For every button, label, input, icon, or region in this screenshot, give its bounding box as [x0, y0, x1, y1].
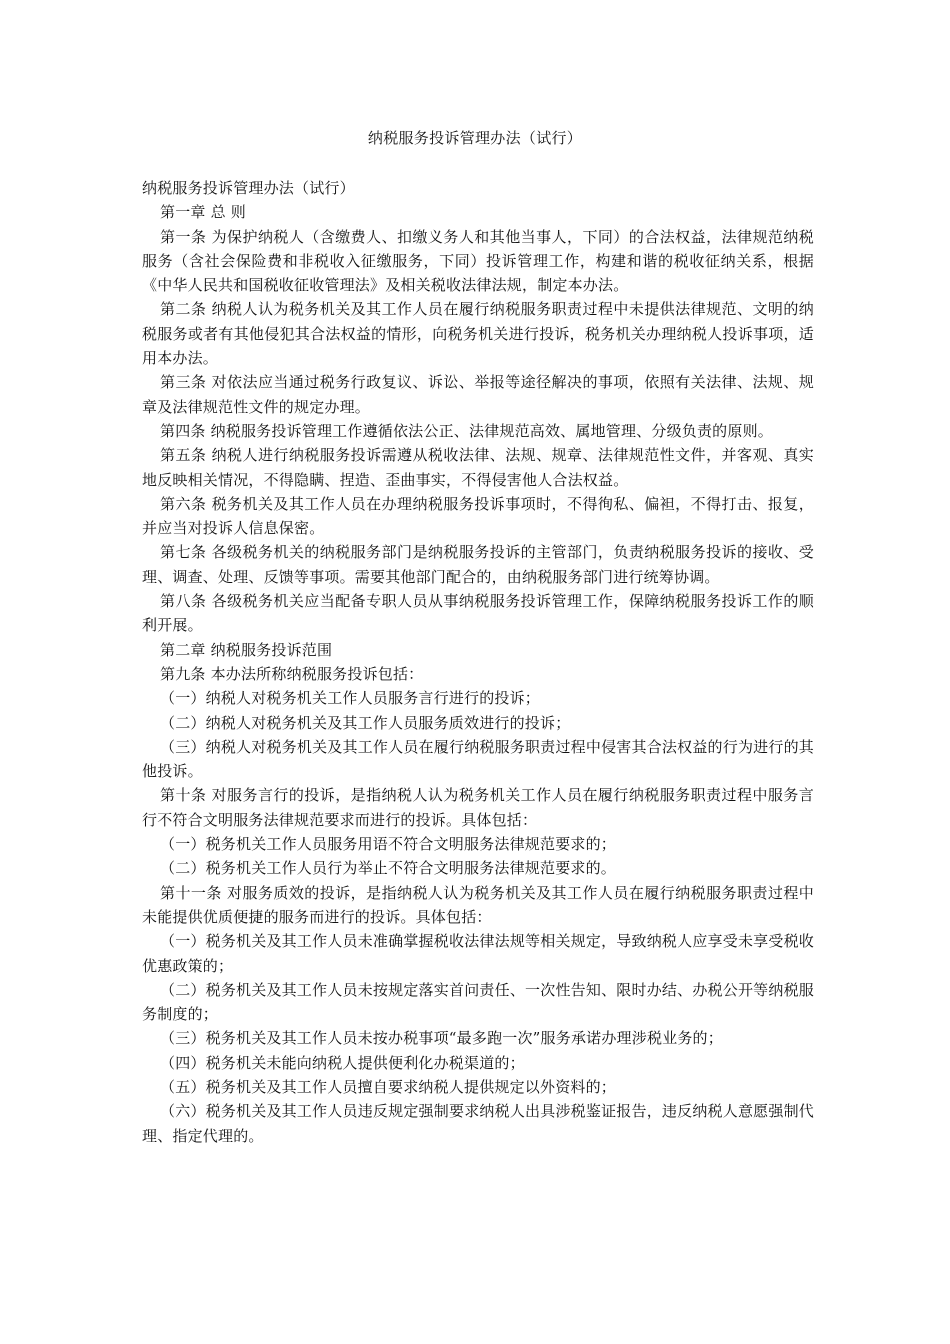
- list-item: （三）税务机关及其工作人员未按办税事项“最多跑一次”服务承诺办理涉税业务的；: [160, 1029, 723, 1048]
- list-item: （三）纳税人对税务机关及其工作人员在履行纳税服务职责过程中侵害其合法权益的行为进行的其他投诉。: [142, 737, 814, 781]
- list-item: （二）纳税人对税务机关及其工作人员服务质效进行的投诉；: [160, 713, 571, 732]
- article-paragraph: 第六条 税务机关及其工作人员在办理纳税服务投诉事项时，不得徇私、偏袒，不得打击、报复，并应当对投诉人信息保密。: [142, 494, 814, 538]
- chapter-heading: 第二章 纳税服务投诉范围: [160, 640, 333, 659]
- list-item: （四）税务机关未能向纳税人提供便利化办税渠道的；: [160, 1053, 525, 1072]
- article-paragraph: 第四条 纳税服务投诉管理工作遵循依法公正、法律规范高效、属地管理、分级负责的原则。: [160, 421, 773, 440]
- article-paragraph: 第五条 纳税人进行纳税服务投诉需遵从税收法律、法规、规章、法律规范性文件，并客观、真实地反映相关情况，不得隐瞒、捏造、歪曲事实，不得侵害他人合法权益。: [142, 446, 814, 489]
- list-item: （二）税务机关及其工作人员未按规定落实首问责任、一次性告知、限时办结、办税公开等纳税服务制度的；: [142, 980, 814, 1024]
- document-body: [142, 176, 814, 1148]
- list-item: （一）税务机关及其工作人员未准确掌握税收法律法规等相关规定，导致纳税人应享受未享受税收优惠政策的；: [142, 932, 814, 975]
- article-paragraph: 第三条 对依法应当通过税务行政复议、诉讼、举报等途径解决的事项，依照有关法律、法规、规章及法律规范性文件的规定办理。: [142, 373, 814, 416]
- list-item: （一）税务机关工作人员服务用语不符合文明服务法律规范要求的；: [160, 835, 617, 854]
- article-paragraph: 第九条 本办法所称纳税服务投诉包括：: [160, 664, 424, 683]
- article-paragraph: 第十一条 对服务质效的投诉，是指纳税人认为税务机关及其工作人员在履行纳税服务职责过程中未能提供优质便捷的服务而进行的投诉。具体包括：: [142, 883, 814, 926]
- document-title: 纳税服务投诉管理办法（试行）: [367, 129, 583, 147]
- body-heading: 纳税服务投诉管理办法（试行）: [142, 179, 355, 197]
- list-item: （六）税务机关及其工作人员违反规定强制要求纳税人出具涉税鉴证报告，违反纳税人意愿强制代理、指定代理的。: [142, 1102, 814, 1145]
- article-paragraph: 第一条 为保护纳税人（含缴费人、扣缴义务人和其他当事人，下同）的合法权益，法律规范纳税服务（含社会保险费和非税收入征缴服务，下同）投诉管理工作，构建和谐的税收征纳关系，根据《中华人民共和国税收征收管理法》及相关税收法律法规，制定本办法。: [142, 227, 814, 295]
- list-item: （二）税务机关工作人员行为举止不符合文明服务法律规范要求的。: [160, 859, 617, 878]
- list-item: （五）税务机关及其工作人员擅自要求纳税人提供规定以外资料的；: [160, 1077, 617, 1096]
- list-item: （一）纳税人对税务机关工作人员服务言行进行的投诉；: [160, 689, 541, 708]
- chapter-heading: 第一章 总 则: [160, 203, 246, 222]
- article-paragraph: 第十条 对服务言行的投诉，是指纳税人认为税务机关工作人员在履行纳税服务职责过程中服务言行不符合文明服务法律规范要求而进行的投诉。具体包括：: [142, 786, 814, 829]
- article-paragraph: 第七条 各级税务机关的纳税服务部门是纳税服务投诉的主管部门，负责纳税服务投诉的接收、受理、调查、处理、反馈等事项。需要其他部门配合的，由纳税服务部门进行统筹协调。: [142, 543, 814, 586]
- article-paragraph: 第二条 纳税人认为税务机关及其工作人员在履行纳税服务职责过程中未提供法律规范、文明的纳税服务或者有其他侵犯其合法权益的情形，向税务机关进行投诉，税务机关办理纳税人投诉事项，适用本办法。: [142, 300, 814, 368]
- article-paragraph: 第八条 各级税务机关应当配备专职人员从事纳税服务投诉管理工作，保障纳税服务投诉工作的顺利开展。: [142, 592, 814, 635]
